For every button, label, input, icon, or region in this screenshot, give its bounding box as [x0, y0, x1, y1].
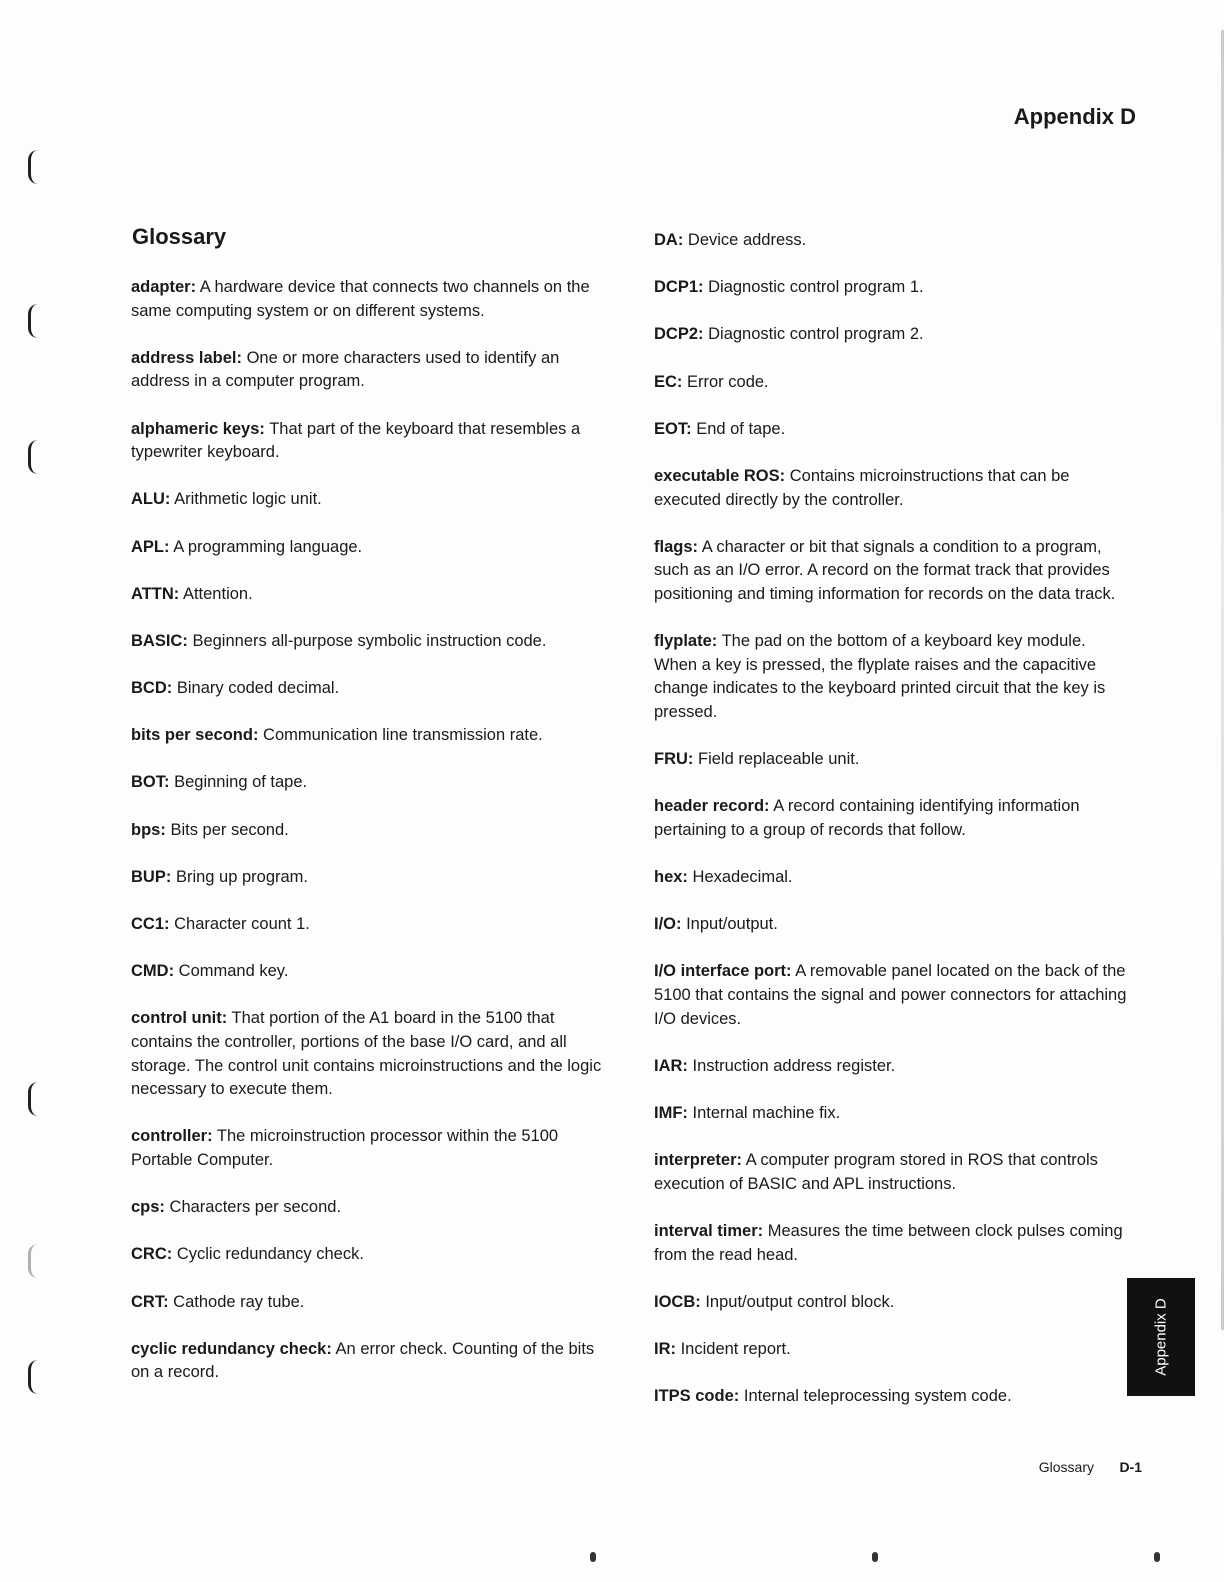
- glossary-definition: Cyclic redundancy check.: [176, 1245, 364, 1264]
- glossary-definition: An error check. Counting of the bits on a record.: [131, 1339, 595, 1382]
- glossary-entry: [131, 630, 609, 654]
- appendix-side-tab-label: Appendix D: [1152, 1298, 1170, 1376]
- glossary-entry: [654, 465, 1132, 512]
- glossary-term: CMD:: [131, 962, 175, 981]
- glossary-definition: Beginners all-purpose symbolic instruction code.: [192, 631, 547, 650]
- glossary-term: BUP:: [131, 867, 172, 886]
- glossary-term: flags:: [654, 537, 699, 556]
- glossary-definition: Characters per second.: [169, 1198, 342, 1217]
- glossary-term: header record:: [654, 797, 770, 816]
- glossary-definition: End of tape.: [696, 419, 786, 438]
- glossary-term: alphameric keys:: [131, 419, 265, 438]
- glossary-definition: That part of the keyboard that resembles a typewriter keyboard.: [131, 419, 581, 462]
- glossary-term: IOCB:: [654, 1292, 701, 1311]
- glossary-entry: [654, 371, 1132, 395]
- glossary-entry: [654, 418, 1132, 442]
- glossary-term: DCP2:: [654, 325, 704, 344]
- glossary-definition: Input/output control block.: [705, 1292, 895, 1311]
- glossary-definition: Input/output.: [686, 915, 778, 934]
- glossary-entry: [131, 1338, 609, 1385]
- glossary-term: bits per second:: [131, 726, 259, 745]
- glossary-entry: [131, 771, 609, 795]
- glossary-definition: A computer program stored in ROS that controls execution of BASIC and APL instructions.: [654, 1151, 1098, 1193]
- glossary-definition: The microinstruction processor within the 5100 Portable Computer.: [131, 1127, 559, 1169]
- glossary-entry: [131, 724, 609, 748]
- binder-hole-mark: [28, 440, 41, 474]
- glossary-right-column: [654, 229, 1132, 1432]
- glossary-definition: A record containing identifying information pertaining to a group of records that follow.: [654, 797, 1080, 839]
- glossary-term: BOT:: [131, 773, 170, 792]
- glossary-entry: [131, 866, 609, 890]
- glossary-entry: [654, 866, 1132, 890]
- glossary-definition: Beginning of tape.: [174, 773, 308, 792]
- glossary-term: APL:: [131, 537, 170, 556]
- glossary-definition: Bring up program.: [175, 867, 309, 886]
- glossary-definition: A programming language.: [173, 537, 363, 556]
- glossary-definition: A character or bit that signals a condition to a program, such as an I/O error. A record on the format track that provides positioning and timing information for records on the data track.: [654, 537, 1116, 603]
- binder-hole-mark: [28, 1360, 41, 1394]
- glossary-entry: [131, 1125, 609, 1172]
- scan-speck: [872, 1552, 878, 1562]
- glossary-definition: That portion of the A1 board in the 5100 that contains the controller, portions of the base I/O card, and all storage. The control unit contains microinstructions and the logic necessary to execute them.: [131, 1009, 602, 1099]
- glossary-entry: [654, 1291, 1132, 1315]
- glossary-term: hex:: [654, 868, 688, 887]
- glossary-term: BASIC:: [131, 631, 188, 650]
- glossary-term: CRC:: [131, 1245, 173, 1264]
- glossary-entry: [131, 1291, 609, 1315]
- glossary-definition: Internal teleprocessing system code.: [743, 1387, 1012, 1406]
- glossary-definition: One or more characters used to identify an address in a computer program.: [131, 348, 560, 391]
- glossary-term: EOT:: [654, 419, 692, 438]
- glossary-entry: [131, 677, 609, 701]
- glossary-term: executable ROS:: [654, 466, 786, 485]
- binder-hole-mark: [28, 150, 41, 184]
- glossary-term: EC:: [654, 372, 683, 391]
- glossary-term: IR:: [654, 1339, 676, 1358]
- glossary-definition: Binary coded decimal.: [176, 679, 340, 698]
- glossary-entry: [131, 1243, 609, 1267]
- glossary-entry: [131, 347, 609, 394]
- glossary-entry: [654, 1102, 1132, 1126]
- glossary-term: FRU:: [654, 750, 694, 769]
- glossary-term: cyclic redundancy check:: [131, 1339, 332, 1358]
- glossary-entry: [654, 1220, 1132, 1267]
- glossary-term: adapter:: [131, 278, 197, 296]
- glossary-entry: [654, 323, 1132, 347]
- glossary-entry: [654, 1338, 1132, 1362]
- glossary-definition: Arithmetic logic unit.: [174, 490, 322, 509]
- glossary-term: DCP1:: [654, 278, 704, 297]
- glossary-entry: [654, 536, 1132, 607]
- page-title: Appendix D: [1013, 104, 1136, 129]
- glossary-entry: [131, 1007, 609, 1101]
- glossary-term: control unit:: [131, 1009, 228, 1028]
- glossary-entry: [131, 960, 609, 984]
- glossary-entry: [654, 1055, 1132, 1079]
- glossary-term: flyplate:: [654, 632, 718, 651]
- glossary-term: bps:: [131, 820, 166, 839]
- glossary-definition: Communication line transmission rate.: [263, 726, 543, 745]
- glossary-definition: Attention.: [182, 584, 253, 603]
- glossary-term: controller:: [131, 1127, 213, 1146]
- binder-hole-mark: [28, 1244, 41, 1278]
- glossary-term: cps:: [131, 1198, 165, 1217]
- glossary-definition: Field replaceable unit.: [698, 750, 860, 769]
- glossary-entry: [654, 630, 1132, 724]
- glossary-term: CRT:: [131, 1292, 169, 1311]
- glossary-definition: Internal machine fix.: [692, 1103, 841, 1122]
- glossary-term: interpreter:: [654, 1151, 743, 1170]
- binder-hole-mark: [28, 1082, 41, 1116]
- glossary-definition: Cathode ray tube.: [173, 1292, 305, 1311]
- binder-hole-mark: [28, 304, 41, 338]
- glossary-definition: Device address.: [687, 231, 807, 249]
- glossary-entry: [131, 418, 609, 465]
- glossary-term: ITPS code:: [654, 1387, 740, 1406]
- glossary-term: DA:: [654, 231, 684, 249]
- glossary-entry: [654, 748, 1132, 772]
- glossary-term: ALU:: [131, 490, 171, 509]
- glossary-definition: Command key.: [178, 962, 289, 981]
- glossary-term: ATTN:: [131, 584, 180, 603]
- glossary-definition: Contains microinstructions that can be executed directly by the controller.: [654, 466, 1070, 509]
- glossary-term: address label:: [131, 348, 242, 367]
- glossary-entry: [131, 819, 609, 843]
- glossary-definition: Error code.: [687, 372, 769, 391]
- glossary-entry: [654, 229, 1132, 253]
- glossary-definition: Diagnostic control program 2.: [708, 325, 924, 344]
- glossary-entry: [654, 1385, 1132, 1409]
- glossary-term: I/O:: [654, 915, 682, 934]
- glossary-entry: [131, 488, 609, 512]
- footer-page-number: D-1: [1119, 1459, 1142, 1475]
- glossary-definition: Hexadecimal.: [692, 868, 793, 887]
- glossary-definition: Measures the time between clock pulses coming from the read head.: [654, 1221, 1123, 1264]
- footer-section-label: Glossary: [1038, 1459, 1094, 1475]
- appendix-side-tab: [1127, 1278, 1195, 1396]
- scan-speck: [590, 1552, 596, 1562]
- glossary-entry: [654, 795, 1132, 842]
- glossary-entry: [654, 276, 1132, 300]
- glossary-definition: Incident report.: [680, 1339, 791, 1358]
- glossary-entry: [654, 1149, 1132, 1196]
- glossary-definition: The pad on the bottom of a keyboard key module. When a key is pressed, the flyplate raises and the capacitive change indicates to the keyboard printed circuit that the key is pressed.: [654, 632, 1106, 721]
- glossary-heading: Glossary: [132, 224, 227, 249]
- glossary-entry: [131, 1196, 609, 1220]
- glossary-term: interval timer:: [654, 1221, 764, 1240]
- glossary-entry: [131, 583, 609, 607]
- glossary-definition: Bits per second.: [170, 820, 289, 839]
- glossary-definition: Character count 1.: [174, 915, 310, 934]
- glossary-definition: A removable panel located on the back of the 5100 that contains the signal and power connectors for attaching I/O devices.: [654, 962, 1127, 1028]
- glossary-definition: A hardware device that connects two channels on the same computing system or on different systems.: [131, 278, 590, 320]
- scan-speck: [1154, 1552, 1160, 1562]
- glossary-entry: [131, 276, 609, 323]
- glossary-definition: Instruction address register.: [692, 1056, 896, 1075]
- glossary-term: IMF:: [654, 1103, 688, 1122]
- glossary-term: CC1:: [131, 915, 170, 934]
- glossary-entry: [131, 913, 609, 937]
- glossary-term: IAR:: [654, 1056, 688, 1075]
- glossary-term: BCD:: [131, 679, 173, 698]
- glossary-entry: [131, 536, 609, 560]
- glossary-entry: [654, 913, 1132, 937]
- glossary-definition: Diagnostic control program 1.: [708, 278, 924, 297]
- glossary-term: I/O interface port:: [654, 962, 792, 981]
- glossary-left-column: [131, 276, 609, 1409]
- glossary-entry: [654, 960, 1132, 1031]
